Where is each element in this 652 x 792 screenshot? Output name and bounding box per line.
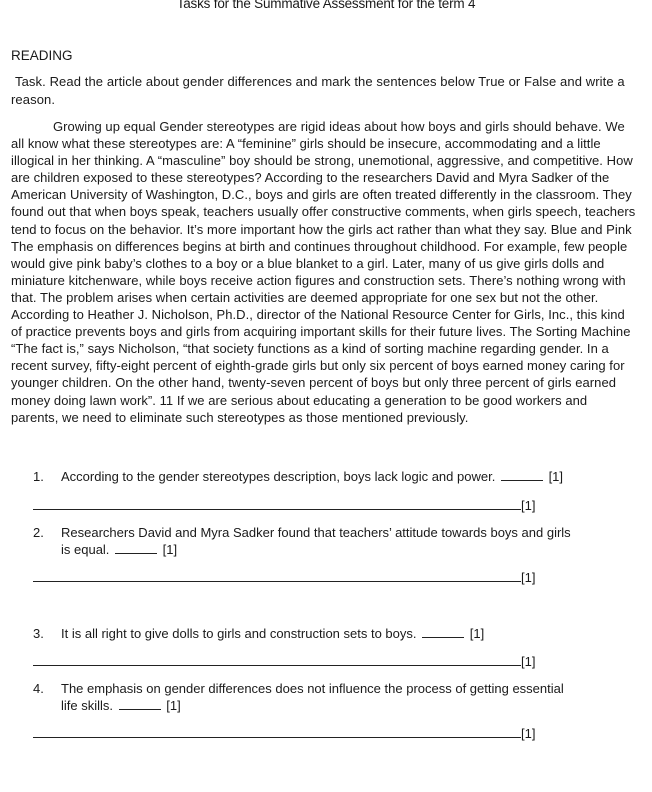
task-instruction xyxy=(11,73,631,108)
true-false-blank[interactable] xyxy=(501,470,543,481)
question-continuation xyxy=(61,541,631,558)
question-text xyxy=(61,680,631,714)
task-text: . Read the article about gender differences and mark the sentences below True or False and write a reason. xyxy=(11,74,625,107)
answer-line-4[interactable] xyxy=(33,725,535,742)
question-mark: [1] xyxy=(162,542,178,557)
question-line: is equal. xyxy=(61,542,110,557)
section-heading: READING xyxy=(11,48,73,63)
question-mark: [1] xyxy=(166,698,181,713)
article-text: Growing up equal Gender stereotypes are rigid ideas about how boys and girls should behave. We all know what these stereotypes are: A “feminine” girls should be insecure, accommodating and a little illogical in her thinking. A “masculine” boy should be strong, unemotional, aggressive, and competitive. How are children exposed to these stereotypes? According to the researchers David and Myra Sadker of the American University of Washington, D.C., boys and girls are often treated differently in the classroom. They found out that when boys speak, teachers usually offer constructive comments, when girls speech, teachers tend to focus on the behavior. It’s more important how the girls act rather than what they say. Blue and Pink The emphasis on differences begins at birth and continues throughout childhood. For example, few people would give pink baby’s clothes to a boy or a blue blanket to a girl. Later, many of us give girls dolls and miniature kitchenware, while boys receive action figures and construction sets. There’s nothing wrong with that. The problem arises when certain activities are deemed appropriate for one sex but not the other. According to Heather J. Nicholson, Ph.D., director of the National Resource Center for Girls, Inc., this kind of practice prevents boys and girls from acquiring important skills for their future lives. The Sorting Machine “The fact is,” says Nicholson, “that society functions as a kind of sorting machine regarding gender. In a recent survey, fifty-eight percent of eighth-grade girls but only six percent of boys earned money caring for younger children. On the other hand, twenty-seven percent of boys but only three percent of girls earned money doing lawn work”. 11 If we are serious about educating a generation to be good workers and parents, we need to eliminate such stereotypes as those mentioned previously. xyxy=(11,119,636,425)
answer-mark: [1] xyxy=(521,654,536,669)
true-false-blank[interactable] xyxy=(115,543,157,554)
question-continuation xyxy=(61,697,631,714)
question-text xyxy=(61,625,631,642)
answer-rule[interactable] xyxy=(33,499,521,510)
question-number: 3. xyxy=(33,626,44,641)
question-line: It is all right to give dolls to girls and construction sets to boys. xyxy=(61,626,417,641)
question-text xyxy=(61,468,631,485)
question-number: 1. xyxy=(33,469,44,484)
question-line: The emphasis on gender differences does not influence the process of getting essential xyxy=(61,681,564,696)
answer-mark: [1] xyxy=(521,726,536,741)
answer-line-3[interactable] xyxy=(33,653,535,670)
question-number: 4. xyxy=(33,681,44,696)
answer-line-1[interactable] xyxy=(33,497,535,514)
question-mark: [1] xyxy=(548,469,564,484)
answer-mark: [1] xyxy=(521,498,536,513)
page-title: Tasks for the Summative Assessment for the term 4 xyxy=(176,0,476,11)
question-mark: [1] xyxy=(469,626,485,641)
true-false-blank[interactable] xyxy=(422,627,464,638)
answer-rule[interactable] xyxy=(33,571,521,582)
task-label: Task xyxy=(15,74,43,89)
answer-rule[interactable] xyxy=(33,655,521,666)
question-text xyxy=(61,524,631,558)
question-line: Researchers David and Myra Sadker found that teachers’ attitude towards boys and girls xyxy=(61,525,571,540)
answer-mark: [1] xyxy=(521,570,536,585)
question-line: life skills. xyxy=(61,698,114,713)
question-number: 2. xyxy=(33,525,44,540)
question-line: According to the gender stereotypes description, boys lack logic and power. xyxy=(61,469,496,484)
answer-rule[interactable] xyxy=(33,727,521,738)
answer-line-2[interactable] xyxy=(33,569,535,586)
true-false-blank[interactable] xyxy=(119,699,161,710)
